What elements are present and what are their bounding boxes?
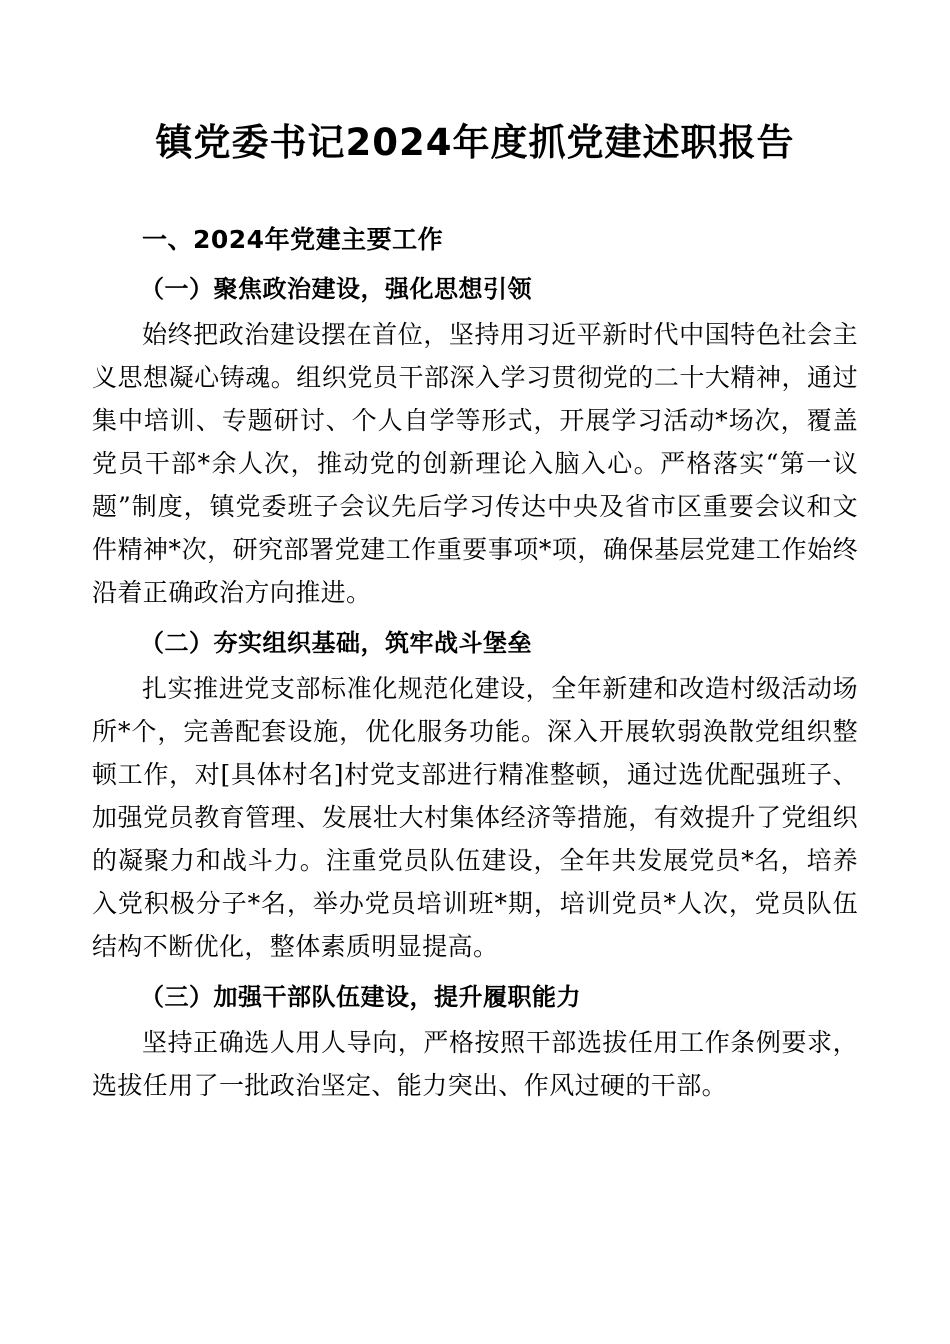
section-heading-1: 一、2024年党建主要工作	[142, 224, 444, 254]
subsection-heading-1-2: （二）夯实组织基础，筑牢战斗堡垒	[140, 627, 532, 657]
paragraph-1-3-1: 坚持正确选人用人导向，严格按照干部选拔任用工作条例要求，选拔任用了一批政治坚定、能力突出、作风过硬的干部。	[92, 1027, 858, 1100]
paragraph-1-1-1: 始终把政治建设摆在首位，坚持用习近平新时代中国特色社会主义思想凝心铸魂。组织党员干部深入学习贯彻党的二十大精神，通过集中培训、专题研讨、个人自学等形式，开展学习活动*场次，覆盖党员干部*余人次，推动党的创新理论入脑入心。严格落实“第一议题”制度，镇党委班子会议先后学习传达中央及省市区重要会议和文件精神*次，研究部署党建工作重要事项*项，确保基层党建工作始终沿着正确政治方向推进。	[92, 319, 858, 607]
subsection-heading-1-1: （一）聚焦政治建设，强化思想引领	[140, 273, 532, 303]
paragraph-1-2-1: 扎实推进党支部标准化规范化建设，全年新建和改造村级活动场所*个，完善配套设施，优化服务功能。深入开展软弱涣散党组织整顿工作，对[具体村名]村党支部进行精准整顿，通过选优配强班子、加强党员教育管理、发展壮大村集体经济等措施，有效提升了党组织的凝聚力和战斗力。注重党员队伍建设，全年共发展党员*名，培养入党积极分子*名，举办党员培训班*期，培训党员*人次，党员队伍结构不断优化，整体素质明显提高。	[92, 673, 858, 961]
page-title: 镇党委书记2024年度抓党建述职报告	[155, 121, 795, 164]
section-1	[92, 220, 858, 1107]
subsection-heading-1-3: （三）加强干部队伍建设，提升履职能力	[140, 981, 581, 1011]
